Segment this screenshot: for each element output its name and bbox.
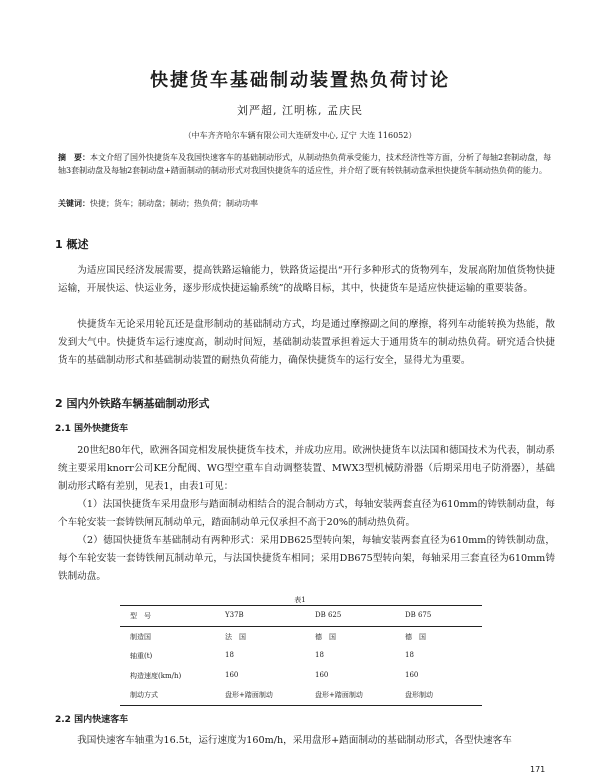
table-cell: 18: [225, 651, 234, 660]
keywords-label: 关键词：: [58, 199, 90, 208]
table-cell: 160: [225, 670, 239, 679]
table-header-cell: Y37B: [225, 611, 244, 619]
paragraph: 为适应国民经济发展需要，提高铁路运输能力，铁路货运提出“开行多种形式的货物列车，发展高附加值货物快捷运输，开展快运、快运业务，逐步形成快捷运输系统”的战略目标，其中，快捷货车是适应快捷运输的重要装备。: [58, 265, 555, 294]
table-cell: 制动方式: [130, 691, 158, 700]
table-cell: 18: [315, 651, 324, 660]
authors: 刘严超, 江明栋, 孟庆民: [237, 104, 363, 117]
section-heading-2-1: 2.1 国外快捷货车: [55, 424, 129, 434]
page-number: 171: [530, 765, 546, 774]
abstract-label: 摘 要：: [58, 153, 90, 162]
table-cell: 制造国: [130, 632, 151, 641]
keywords-text: 快捷；货车；制动盘；制动；热负荷；制动功率: [90, 199, 258, 208]
table-cell: 160: [315, 670, 329, 679]
paper-title: 快捷货车基础制动装置热负荷讨论: [150, 70, 450, 91]
table-cell: 德 国: [405, 632, 426, 641]
paragraph: 20世纪80年代，欧洲各国竞相发展快捷货车技术，并成功应用。欧洲快捷货车以法国和德国技术为代表，制动系统主要采用knorr公司KE分配阀、WG型空重车自动调整装置、MWX3型机械防滑器（后期采用电子防滑器），基础制动形式略有差别，见表1，由表1可见：: [58, 445, 555, 492]
table-cell: 轴重(t): [130, 652, 153, 661]
keywords: [58, 198, 553, 209]
paragraph: 快捷货车无论采用轮瓦还是盘形制动的基础制动方式，均是通过摩擦副之间的摩擦，将列车动能转换为热能，散发到大气中。快捷货车运行速度高，制动时间短，基础制动装置承担着远大于通用货车的制动热负荷。研究适合快捷货车的基础制动形式和基础制动装置的耐热负荷能力，确保快捷货车的运行安全，显得尤为重要。: [58, 319, 555, 366]
table-cell: 盘形+踏面制动: [225, 691, 273, 700]
table-caption: 表1: [294, 596, 306, 604]
table-header-cell: DB 625: [315, 611, 342, 619]
section-heading-2: 2 国内外铁路车辆基础制动形式: [55, 397, 210, 410]
table-cell: 盘形+踏面制动: [315, 691, 363, 700]
table-row: [120, 685, 482, 705]
table-cell: 盘形制动: [405, 691, 433, 700]
table-cell: 法 国: [225, 632, 246, 641]
abstract-text: 本文介绍了国外快捷货车及我国快速客车的基础制动形式，从制动热负荷承受能力，技术经济性等方面，分析了每轴2套制动盘，每轴3套制动盘及每轴2套制动盘+踏面制动的制动形式对我国快捷货车的适应性，并介绍了既有转铁制动盘承担快捷货车制动热负荷的能力。: [58, 153, 552, 175]
table-header-row: [120, 606, 482, 627]
section-heading-2-2: 2.2 国内快速客车: [55, 715, 129, 725]
data-table: [120, 605, 482, 706]
abstract: [58, 152, 553, 177]
section-heading-1: 1 概述: [55, 238, 89, 251]
table-row: [120, 666, 482, 686]
paragraph: （2）德国快捷货车基础制动有两种形式：采用DB625型转向架，每轴安装两套直径为610mm的铸铁制动盘，每个车轮安装一套铸铁闸瓦制动单元，与法国快捷货车相同；采用DB675型转向架，每轴采用三套直径为610mm铸铁制动盘。: [58, 535, 555, 582]
table-cell: 德 国: [315, 632, 336, 641]
table-cell: 160: [405, 670, 419, 679]
paragraph: 我国快速客车轴重为16.5t，运行速度为160m/h，采用盘形+踏面制动的基础制动形式，各型快速客车: [77, 735, 512, 746]
table-header-cell: 型 号: [130, 612, 151, 620]
table-row: [120, 646, 482, 666]
table-cell: 18: [405, 651, 414, 660]
table-cell: 构造速度(km/h): [130, 671, 182, 680]
paragraph: （1）法国快捷货车采用盘形与踏面制动相结合的混合制动方式，每轴安装两套直径为610mm的铸铁制动盘，每个车轮安装一套铸铁闸瓦制动单元，踏面制动单元仅承担不高于20%的制动热负荷。: [58, 499, 555, 528]
table-header-cell: DB 675: [405, 611, 432, 619]
table-row: [120, 627, 482, 647]
affiliation: （中车齐齐哈尔车辆有限公司大连研发中心, 辽宁 大连 116052）: [183, 131, 417, 140]
